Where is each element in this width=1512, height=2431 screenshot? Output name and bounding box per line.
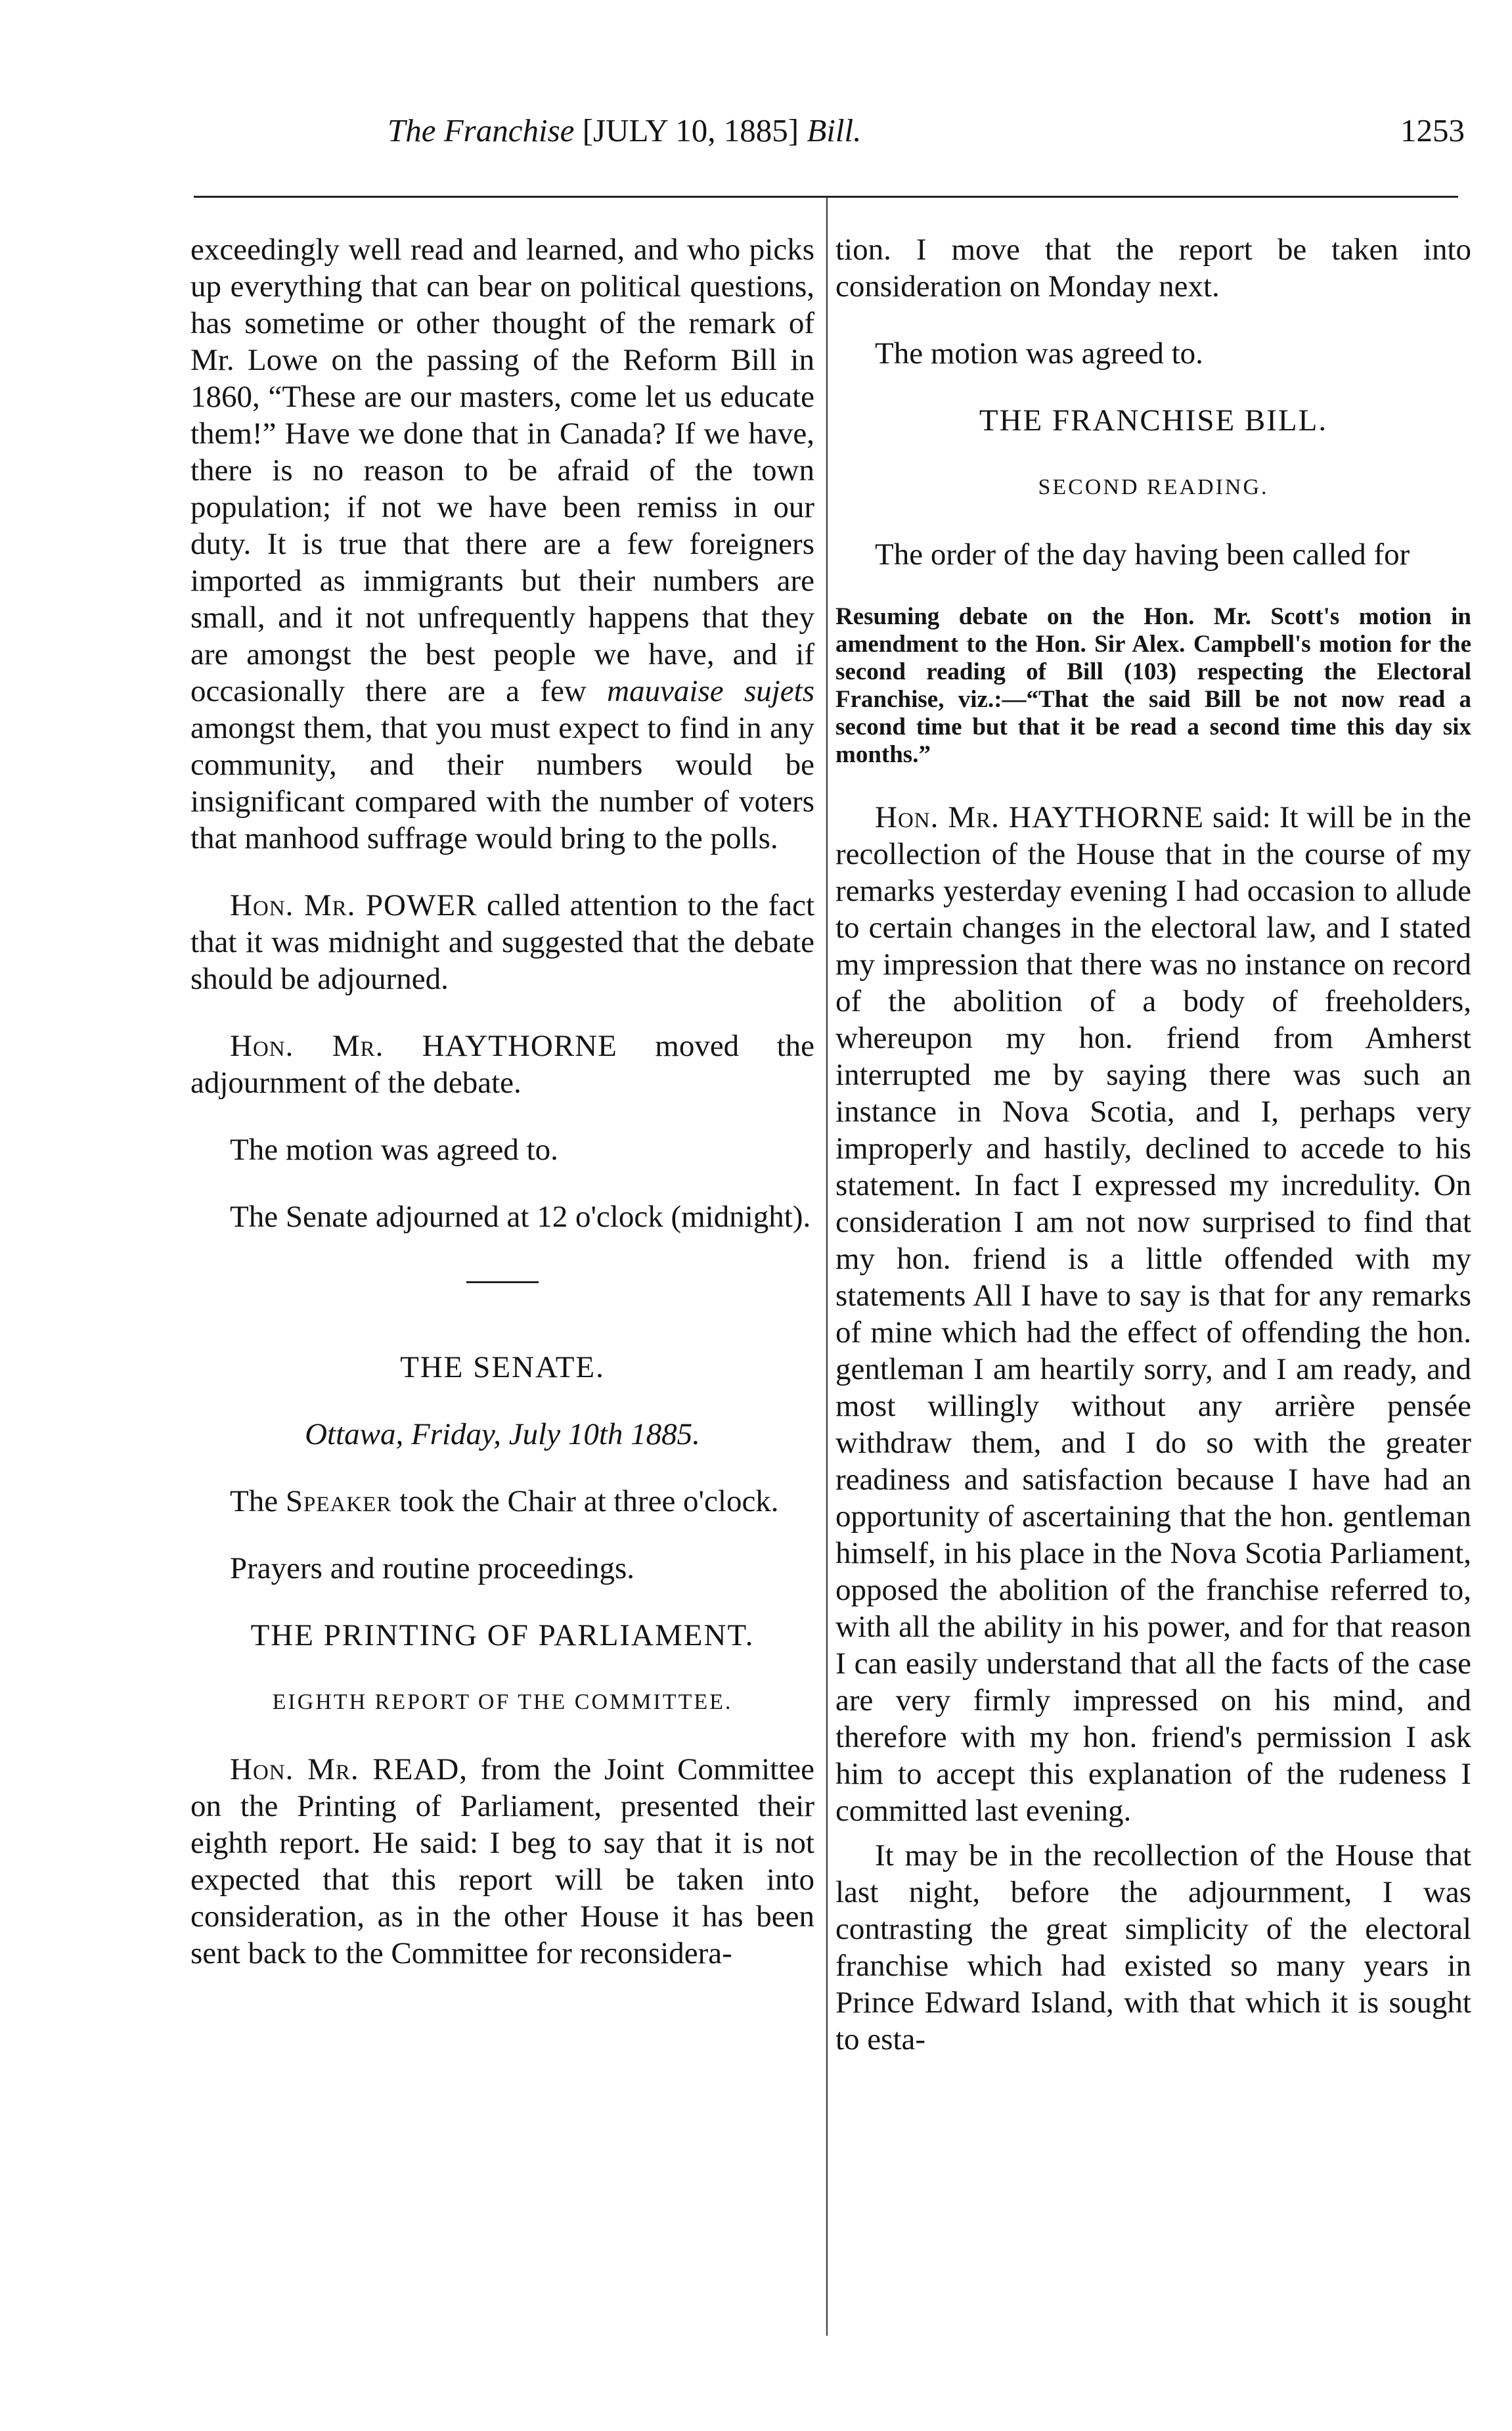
header-title [388,112,861,149]
speaker-name: Hon. Mr. HAYTHORNE [230,1029,617,1063]
speaker-name: Hon. Mr. POWER [230,888,478,922]
right-paragraph-recollection: It may be in the recollection of the House that last night, before the adjournment, I was contrasting the great simplicity of the electoral franchise which had existed so many years in Prince Edward Island, with that which it is sought to esta- [835,1838,1471,2056]
running-header [190,112,1471,164]
header-title-left: The Franchise [388,112,575,148]
franchise-heading: THE FRANCHISE BILL. [979,403,1328,438]
left-paragraph-adjourned: The Senate adjourned at 12 o'clock (midnight). [230,1200,811,1234]
left-paragraph-motion: The motion was agreed to. [230,1133,558,1167]
page-number: 1253 [1400,112,1465,148]
left-paragraph-speaker: The Speaker took the Chair at three o'clock. [230,1484,779,1518]
printing-heading: THE PRINTING OF PARLIAMENT. [250,1618,755,1652]
speaker-name: Hon. Mr. READ, [230,1752,468,1786]
senate-heading: THE SENATE. [400,1350,605,1384]
left-paragraph-power: Hon. Mr. POWER called attention to the fact that it was midnight and suggested that the debate should be adjourned. [190,888,815,996]
left-paragraph-1: exceedingly well read and learned, and who picks up everything that can bear on political questions, has sometime or other thought of the remark of Mr. Lowe on the passing of the Reform Bill in 1860, “These are our masters, come let us educate them!” Have we done that in Canada? If we have, there is no reason to be afraid of the town population; if not we have been remiss in our duty. It is true that there are a few foreigners imported as immigrants but their numbers are small, and it not unfrequently happens that they are amongst the best people we have, and if occasionally there are a few mauvaise sujets amongst them, that you must expect to find in any community, and their numbers would be insignificant compared with the number of voters that manhood suffrage would bring to the polls. [190,233,815,855]
left-paragraph-prayers: Prayers and routine proceedings. [230,1551,635,1585]
left-paragraph-read: Hon. Mr. READ, from the Joint Committee on the Printing of Parliament, presented their eighth report. He said: I beg to say that it is not expected that this report will be taken into consideration, as in the other House it has been sent back to the Committee for reconsidera- [190,1752,814,1970]
right-column [835,231,1471,2058]
right-paragraph-haythorne: Hon. Mr. HAYTHORNE said: It will be in the recollection of the House that in the course of my remarks yesterday evening I had occasion to allude to certain changes in the electoral law, and I stated my impression that there was no instance on record of the abolition of a body of freeholders, whereupon my hon. friend from Amherst interrupted me by saying there was such an instance in Nova Scotia, and I, perhaps very improperly and hastily, declined to accede to his statement. In fact I expressed my incredulity. On consideration I am not now surprised to find that my hon. friend is a little offended with my statements All I have to say is that for any remarks of mine which had the effect of offending the hon. gentleman I am heartily sorry, and I am ready, and most willingly without any arrière pensée withdraw them, and I do so with the greater readiness and satisfaction because I have had an opportunity of ascertaining that the hon. gentleman himself, in his place in the Nova Scotia Parliament, opposed the abolition of the franchise referred to, with all the ability in his power, and for that reason I can easily understand that all the facts of the case are very firmly impressed on his mind, and therefore with my hon. friend's permission I ask him to accept this explanation of the rudeness I committed last evening. [835,800,1472,1828]
printing-subheading: EIGHTH REPORT OF THE COMMITTEE. [272,1690,733,1714]
left-column [190,231,814,1972]
franchise-subheading: SECOND READING. [1038,475,1269,499]
column-divider [826,197,828,2336]
speaker-name: Hon. Mr. HAYTHORNE [875,800,1205,834]
citation-block: Resuming debate on the Hon. Mr. Scott's motion in amendment to the Hon. Sir Alex. Campbell's motion for the second reading of Bill (103) respecting the Electoral Franchise, viz.:—“That the said Bill be not now read a second time but that it be read a second time this day six months.” [835,603,1471,768]
section-divider [466,1281,539,1283]
header-title-right: Bill. [807,112,862,148]
speaker-name: Speaker [285,1484,392,1518]
right-paragraph-motion: The motion was agreed to. [875,336,1203,371]
dateline: Ottawa, Friday, July 10th 1885. [305,1417,700,1451]
header-date: [JULY 10, 1885] [582,112,799,148]
left-paragraph-haythorne: Hon. Mr. HAYTHORNE moved the adjournment of the debate. [190,1029,815,1100]
right-paragraph-order: The order of the day having been called for [875,537,1410,572]
right-paragraph-1: tion. I move that the report be taken into consideration on Monday next. [835,233,1471,304]
italic-phrase: mauvaise sujets [607,674,815,708]
